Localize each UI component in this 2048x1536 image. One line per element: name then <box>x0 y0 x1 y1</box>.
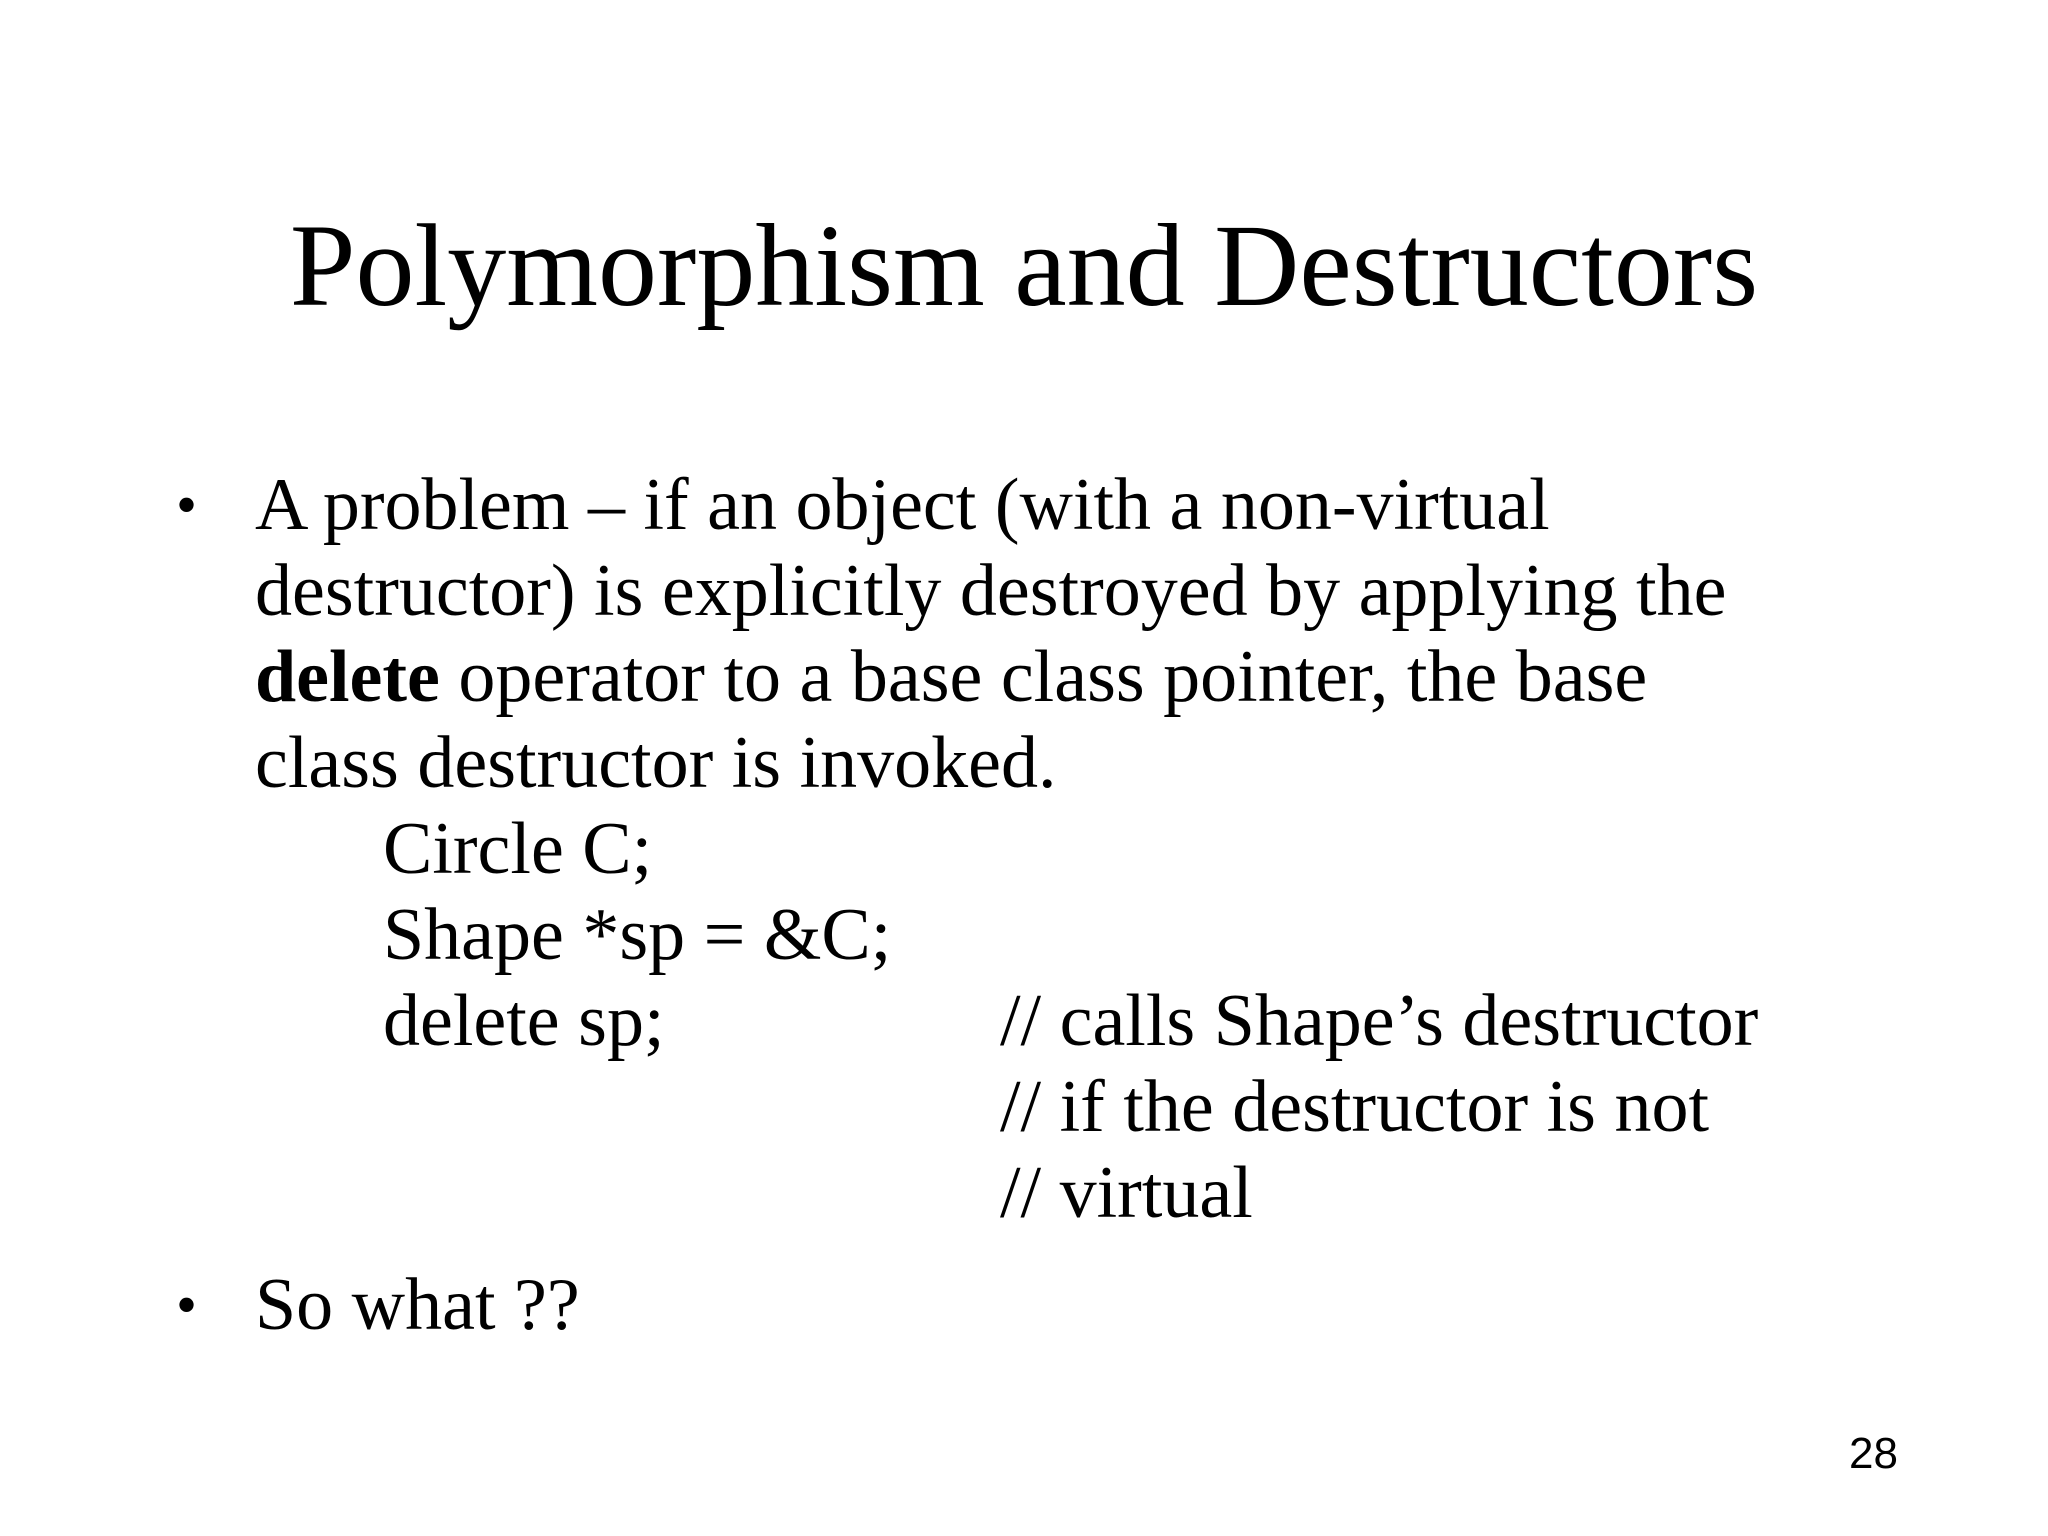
code-line-2: Shape *sp = &C; <box>383 894 892 976</box>
bullet-1-line-4: class destructor is invoked. <box>255 722 1057 804</box>
code-line-1: Circle C; <box>383 808 653 890</box>
page-number: 28 <box>1849 1429 1898 1478</box>
bullet-1-line-3 <box>255 634 1647 720</box>
bullet-marker-2: • <box>176 1272 198 1338</box>
bullet-1-line-1: A problem – if an object (with a non-virtual <box>255 464 1550 546</box>
bullet-1-line-2: destructor) is explicitly destroyed by applying the <box>255 550 1727 632</box>
code-comment-1: // calls Shape’s destructor <box>1000 980 1759 1062</box>
code-comment-2: // if the destructor is not <box>1000 1066 1710 1148</box>
delete-keyword: delete <box>255 636 440 718</box>
slide-title: Polymorphism and Destructors <box>289 200 1759 331</box>
code-line-3: delete sp; <box>383 980 665 1062</box>
code-comment-3: // virtual <box>1000 1152 1253 1234</box>
bullet-1-line-3-rest: operator to a base class pointer, the base <box>458 636 1648 718</box>
bullet-marker-1: • <box>176 472 198 538</box>
bullet-2-text: So what ?? <box>255 1264 580 1346</box>
